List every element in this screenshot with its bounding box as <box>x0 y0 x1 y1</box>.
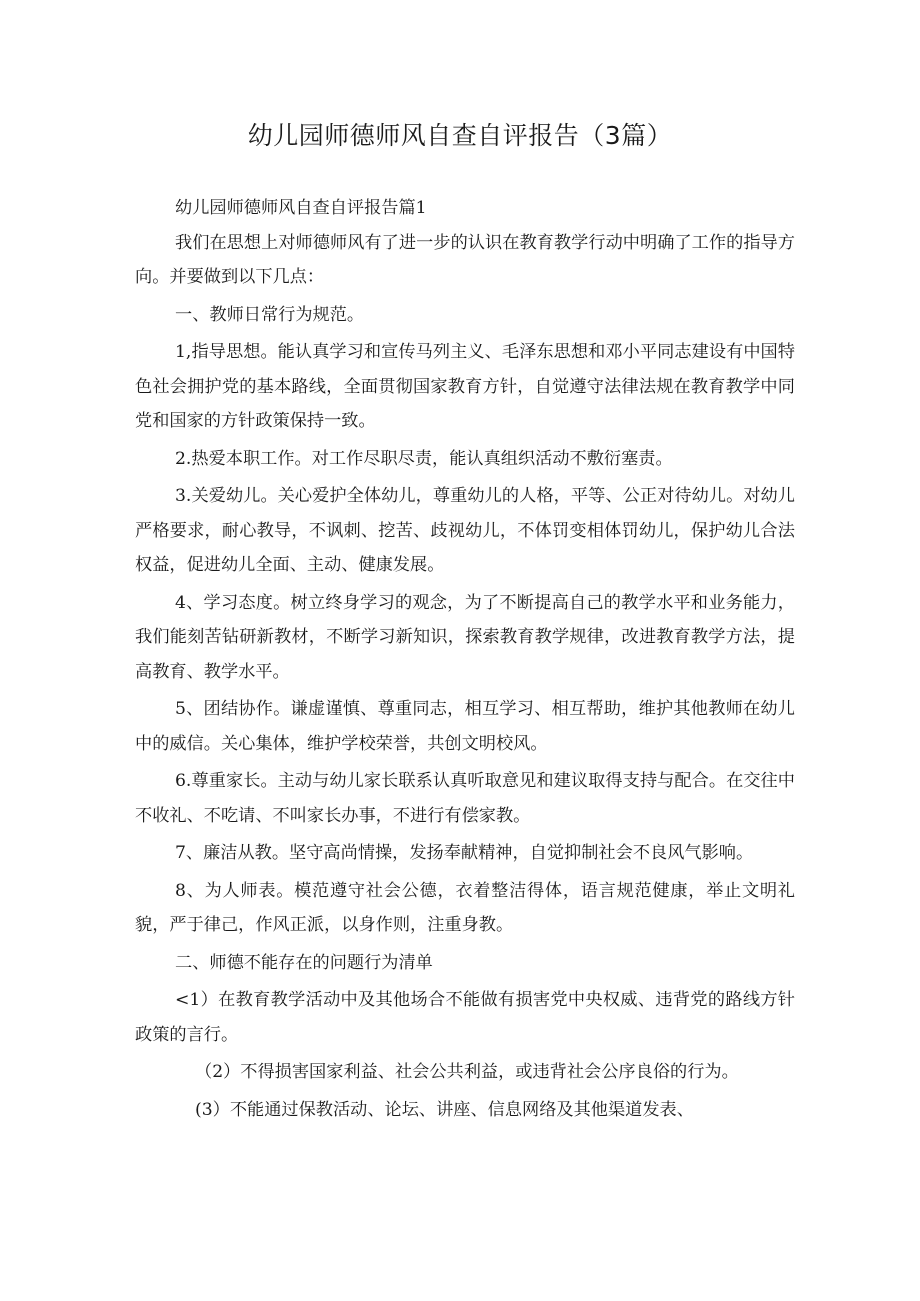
paragraph: 3.关爱幼儿。关心爱护全体幼儿，尊重幼儿的人格，平等、公正对待幼儿。对幼儿严格要求，耐心教导，不讽刺、挖苦、歧视幼儿，不体罚变相体罚幼儿，保护幼儿合法权益，促进幼儿全面、主动、健康发展。 <box>135 486 795 575</box>
list-item: (3）不能通过保教活动、论坛、讲座、信息网络及其他渠道发表、 <box>195 1099 694 1120</box>
paragraph: 5、团结协作。谦虚谨慎、尊重同志，相互学习、相互帮助，维护其他教师在幼儿中的威信。关心集体，维护学校荣誉，共创文明校风。 <box>135 699 795 754</box>
paragraph: 我们在思想上对师德师风有了进一步的认识在教育教学行动中明确了工作的指导方向。并要做到以下几点： <box>135 232 795 287</box>
paragraph: 8、为人师表。模范遵守社会公德，衣着整洁得体，语言规范健康，举止文明礼貌，严于律己，作风正派，以身作则，注重身教。 <box>135 880 795 935</box>
document-title: 幼儿园师德师风自查自评报告（3篇） <box>247 121 673 150</box>
paragraph: 7、廉洁从教。坚守高尚情操，发扬奉献精神，自觉抑制社会不良风气影响。 <box>175 843 754 863</box>
paragraph: 6.尊重家长。主动与幼儿家长联系认真听取意见和建议取得支持与配合。在交往中不收礼、不吃请、不叫家长办事，不进行有偿家教。 <box>135 771 795 826</box>
list-item: （2）不得损害国家利益、社会公共利益，或违背社会公序良俗的行为。 <box>195 1062 739 1082</box>
list-item: <1）在教育教学活动中及其他场合不能做有损害党中央权威、违背党的路线方针政策的言行。 <box>135 990 795 1045</box>
paragraph: 4、学习态度。树立终身学习的观念，为了不断提高自己的教学水平和业务能力，我们能刻苦钻研新教材，不断学习新知识，探索教育教学规律，改进教育教学方法，提高教育、教学水平。 <box>135 592 795 682</box>
section-heading: 一、教师日常行为规范。 <box>175 304 365 325</box>
document-body <box>135 191 795 1130</box>
paragraph: 2.热爱本职工作。对工作尽职尽责，能认真组织活动不敷衍塞责。 <box>175 448 673 469</box>
paragraph: 1,指导思想。能认真学习和宣传马列主义、毛泽东思想和邓小平同志建设有中国特色社会拥护党的基本路线，全面贯彻国家教育方针，自觉遵守法律法规在教育教学中同党和国家的方针政策保持一致。 <box>135 342 795 431</box>
section-heading: 二、师德不能存在的问题行为清单 <box>175 952 433 973</box>
section-heading: 幼儿园师德师风自查自评报告篇1 <box>175 198 427 218</box>
